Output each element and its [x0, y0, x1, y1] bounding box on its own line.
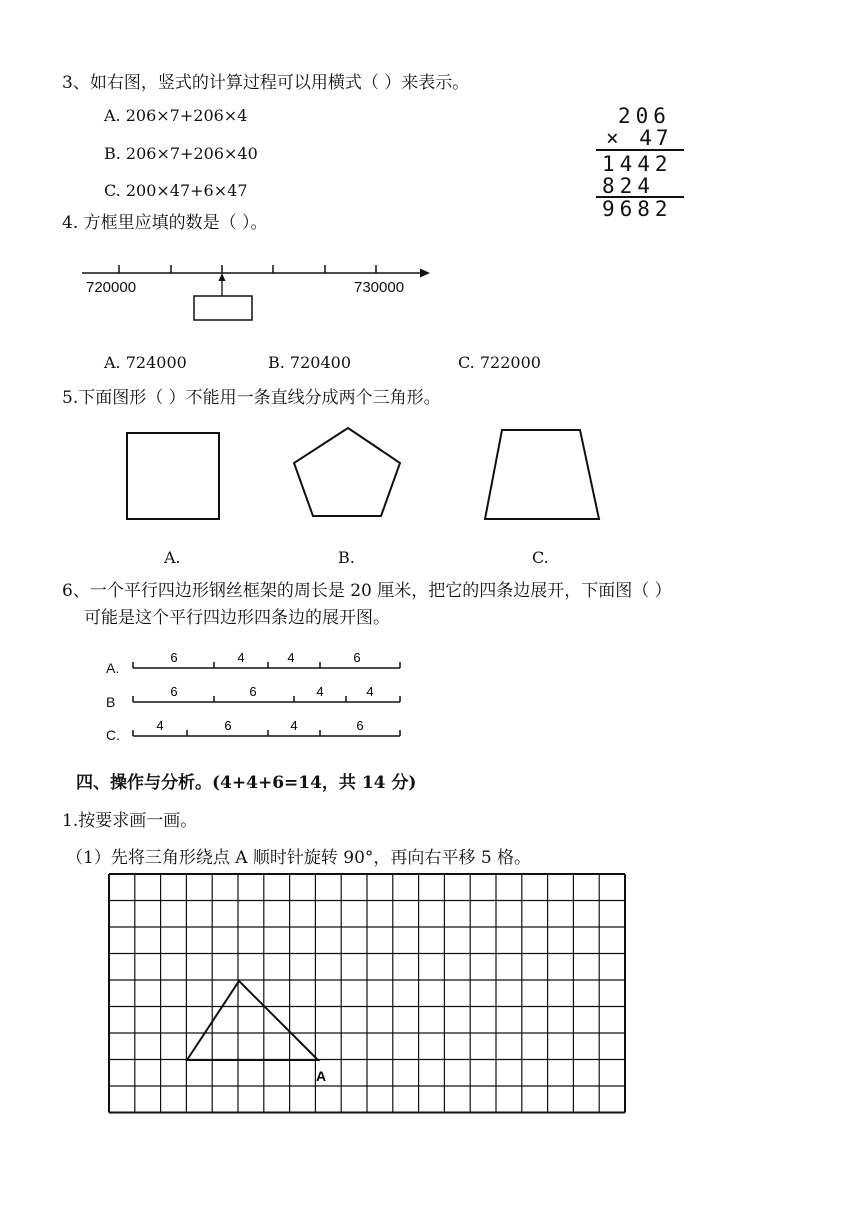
segment-label: 4: [237, 650, 245, 665]
vertical-row-multiplicand: 206: [618, 104, 671, 128]
q6-row-b-label: B: [106, 694, 116, 710]
shape-label-a: A.: [164, 548, 181, 567]
trapezoid-shape: [485, 430, 599, 519]
segment-label: 6: [353, 650, 361, 665]
point-a-label: A: [316, 1068, 327, 1084]
segment-row-a: [133, 650, 400, 668]
axis-label-right: 730000: [354, 279, 405, 296]
vertical-row-multiplier: × 47: [606, 126, 673, 150]
section4-title: 四、操作与分析。(4+4+6=14，共 14 分): [76, 773, 417, 793]
segment-row-b: [133, 684, 400, 702]
q3-stem: 3、如右图，竖式的计算过程可以用横式（ ）来表示。: [62, 73, 470, 93]
segment-label: 4: [287, 650, 295, 665]
q6-stem-line2: 可能是这个平行四边形四条边的展开图。: [84, 608, 390, 628]
q6-row-a-label: A.: [106, 660, 120, 676]
q3-option-c: C. 200×47+6×47: [104, 181, 248, 200]
segment-label: 4: [366, 684, 374, 699]
q5-stem: 5.下面图形（ ）不能用一条直线分成两个三角形。: [62, 388, 441, 408]
square-shape: [127, 433, 219, 519]
q3-option-b: B. 206×7+206×40: [104, 144, 258, 163]
segment-label: 4: [156, 718, 164, 733]
q4-option-c: C. 722000: [458, 353, 541, 372]
vertical-row-partial1: 1442: [602, 152, 673, 176]
segment-label: 6: [224, 718, 232, 733]
segment-label: 4: [316, 684, 324, 699]
q4-stem: 4. 方框里应填的数是（ ）。: [62, 213, 268, 233]
axis-label-left: 720000: [86, 279, 137, 296]
section4-item1-1: （1）先将三角形绕点 A 顺时针旋转 90°，再向右平移 5 格。: [66, 848, 532, 868]
shape-label-c: C.: [532, 548, 549, 567]
segment-label: 6: [249, 684, 257, 699]
segment-label: 4: [290, 718, 298, 733]
pentagon-shape: [294, 428, 400, 516]
segment-row-c: [133, 718, 400, 736]
number-line-arrowhead: [420, 269, 430, 278]
segment-label: 6: [170, 684, 178, 699]
pointer-arrowhead: [219, 273, 226, 281]
q6-row-c-label: C.: [106, 727, 120, 743]
triangle-shape: [187, 981, 318, 1060]
segment-label: 6: [356, 718, 364, 733]
segment-label: 6: [170, 650, 178, 665]
q3-option-a: A. 206×7+206×4: [104, 106, 248, 125]
number-line: [82, 265, 430, 320]
q6-stem-line1: 6、一个平行四边形钢丝框架的周长是 20 厘米，把它的四条边展开，下面图（ ）: [62, 581, 672, 601]
shape-label-b: B.: [338, 548, 355, 567]
vertical-row-result: 9682: [602, 197, 673, 221]
section4-item1: 1.按要求画一画。: [62, 811, 198, 831]
answer-box[interactable]: [194, 296, 252, 320]
drawing-grid[interactable]: [109, 874, 625, 1113]
q4-option-a: A. 724000: [104, 353, 187, 372]
q4-option-b: B. 720400: [268, 353, 352, 372]
vertical-row-partial2: 824: [602, 174, 655, 198]
